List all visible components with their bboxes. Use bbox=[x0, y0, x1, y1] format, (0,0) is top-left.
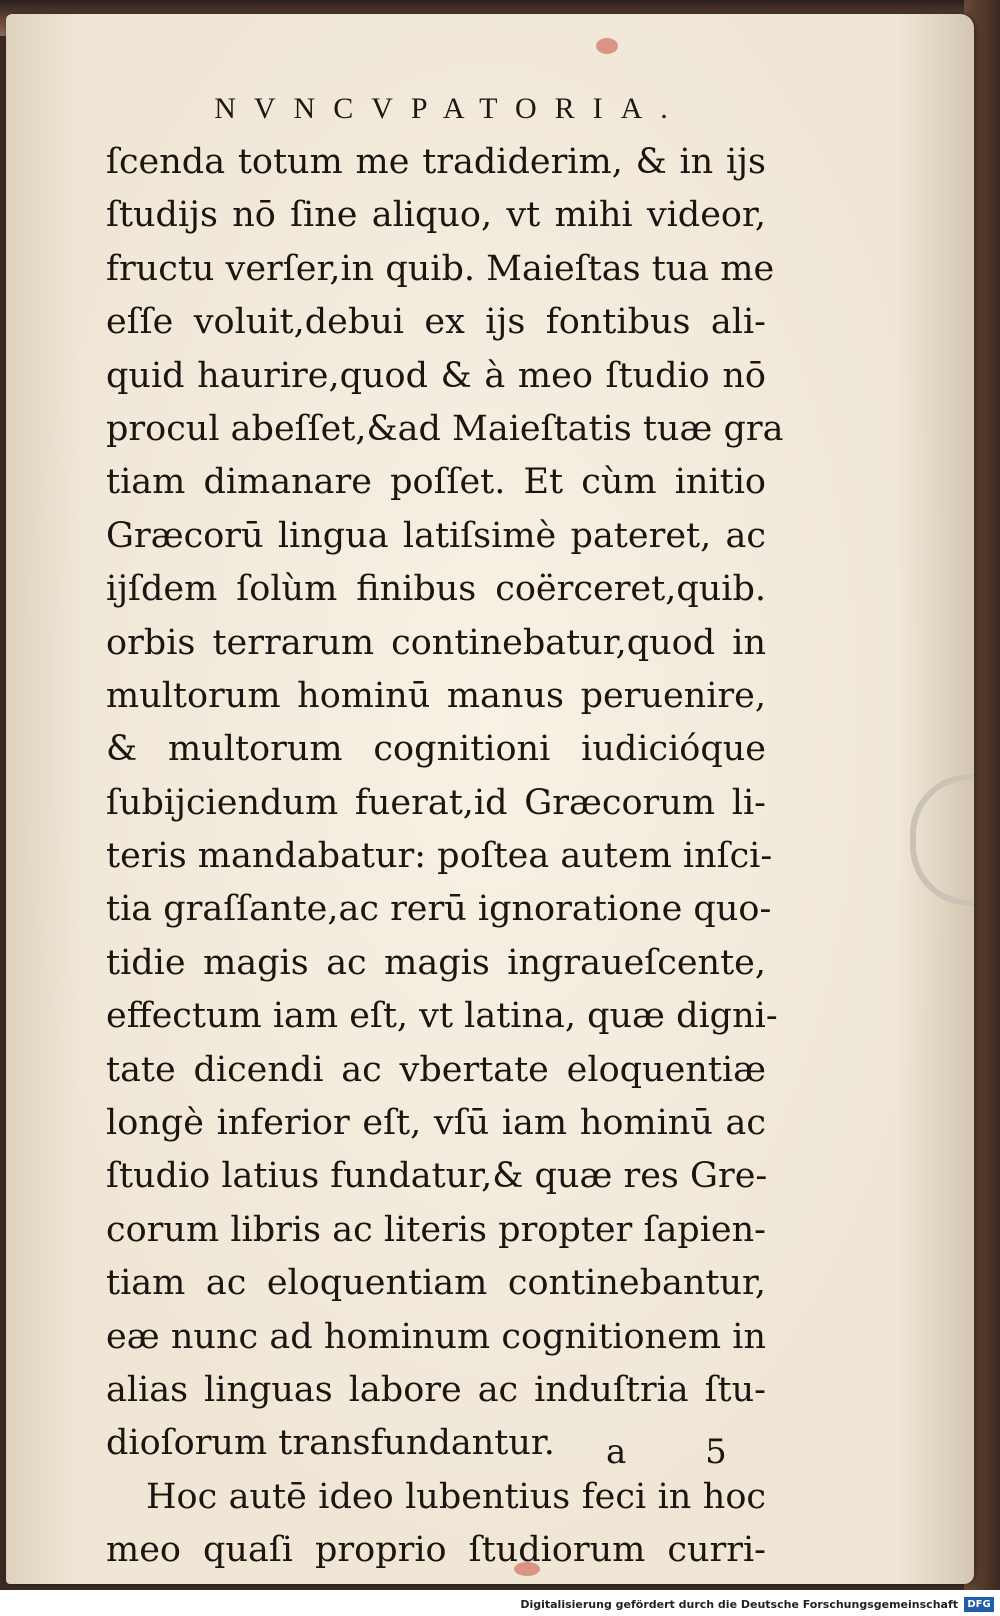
red-stain-top bbox=[596, 38, 618, 54]
text-line: tidie magis ac magis ingraueſcente, bbox=[106, 942, 766, 983]
text-line: & multorum cognitioni iudicióque bbox=[106, 729, 766, 770]
text-line: multorum hominū manus peruenire, bbox=[106, 675, 766, 716]
running-head: NVNCVPATORIA. bbox=[214, 92, 686, 125]
funding-credit: Digitalisierung gefördert durch die Deutsche Forschungsgemeinschaft bbox=[520, 1598, 958, 1611]
paragraph-start-line: Hoc autē ideo lubentius feci in hoc bbox=[146, 1476, 766, 1517]
text-line: alias linguas labore ac induſtria ſtu- bbox=[106, 1369, 766, 1410]
text-line: orbis terrarum continebatur,quod in bbox=[106, 622, 766, 663]
signature-mark: a 5 bbox=[606, 1432, 761, 1472]
text-line: meo quaſi proprio ſtudiorum curri- bbox=[106, 1530, 766, 1571]
footer-bar bbox=[0, 1590, 1000, 1616]
text-line: corum libris ac literis propter ſapien- bbox=[106, 1209, 766, 1250]
text-line: tiam dimanare poſſet. Et cùm initio bbox=[106, 462, 766, 503]
text-line: ſcenda totum me tradiderim, & in ijs bbox=[106, 142, 766, 182]
text-line: Græcorū lingua latiſsimè pateret, ac bbox=[106, 515, 766, 556]
text-line: fructu verſer,in quib. Maieſtas tua me bbox=[106, 248, 775, 289]
page-clip bbox=[910, 774, 974, 906]
text-line: ſubijciendum fuerat,id Græcorum li- bbox=[106, 782, 766, 823]
text-line: eſſe voluit,debui ex ijs fontibus ali- bbox=[106, 302, 766, 343]
text-line: ijſdem ſolùm finibus coërceret,quib. bbox=[106, 569, 766, 610]
text-line: teris mandabatur: poſtea autem inſci- bbox=[106, 836, 773, 877]
text-line: tiam ac eloquentiam continebantur, bbox=[106, 1263, 766, 1304]
text-line: tia graſſante,ac rerū ignoratione quo- bbox=[106, 889, 772, 930]
text-line: ſtudio latius fundatur,& quæ res Gre- bbox=[106, 1156, 768, 1197]
text-line: ſtudijs nō ſine aliquo, vt mihi videor, bbox=[106, 195, 766, 236]
text-line: effectum iam eſt, vt latina, quæ digni- bbox=[106, 996, 778, 1037]
body-text bbox=[106, 136, 784, 1578]
text-line: tate dicendi ac vbertate eloquentiæ bbox=[106, 1049, 766, 1090]
text-line: quid haurire,quod & à meo ſtudio nō bbox=[106, 355, 766, 396]
text-line: procul abeſſet,&ad Maieſtatis tuæ gra bbox=[106, 408, 784, 449]
text-line: longè inferior eſt, vſū iam hominū ac bbox=[106, 1103, 766, 1144]
dfg-logo: DFG bbox=[964, 1597, 994, 1612]
text-line: eæ nunc ad hominum cognitionem in bbox=[106, 1316, 766, 1357]
text-line: dioſorum transfundantur. bbox=[106, 1423, 555, 1464]
book-page bbox=[6, 14, 974, 1584]
